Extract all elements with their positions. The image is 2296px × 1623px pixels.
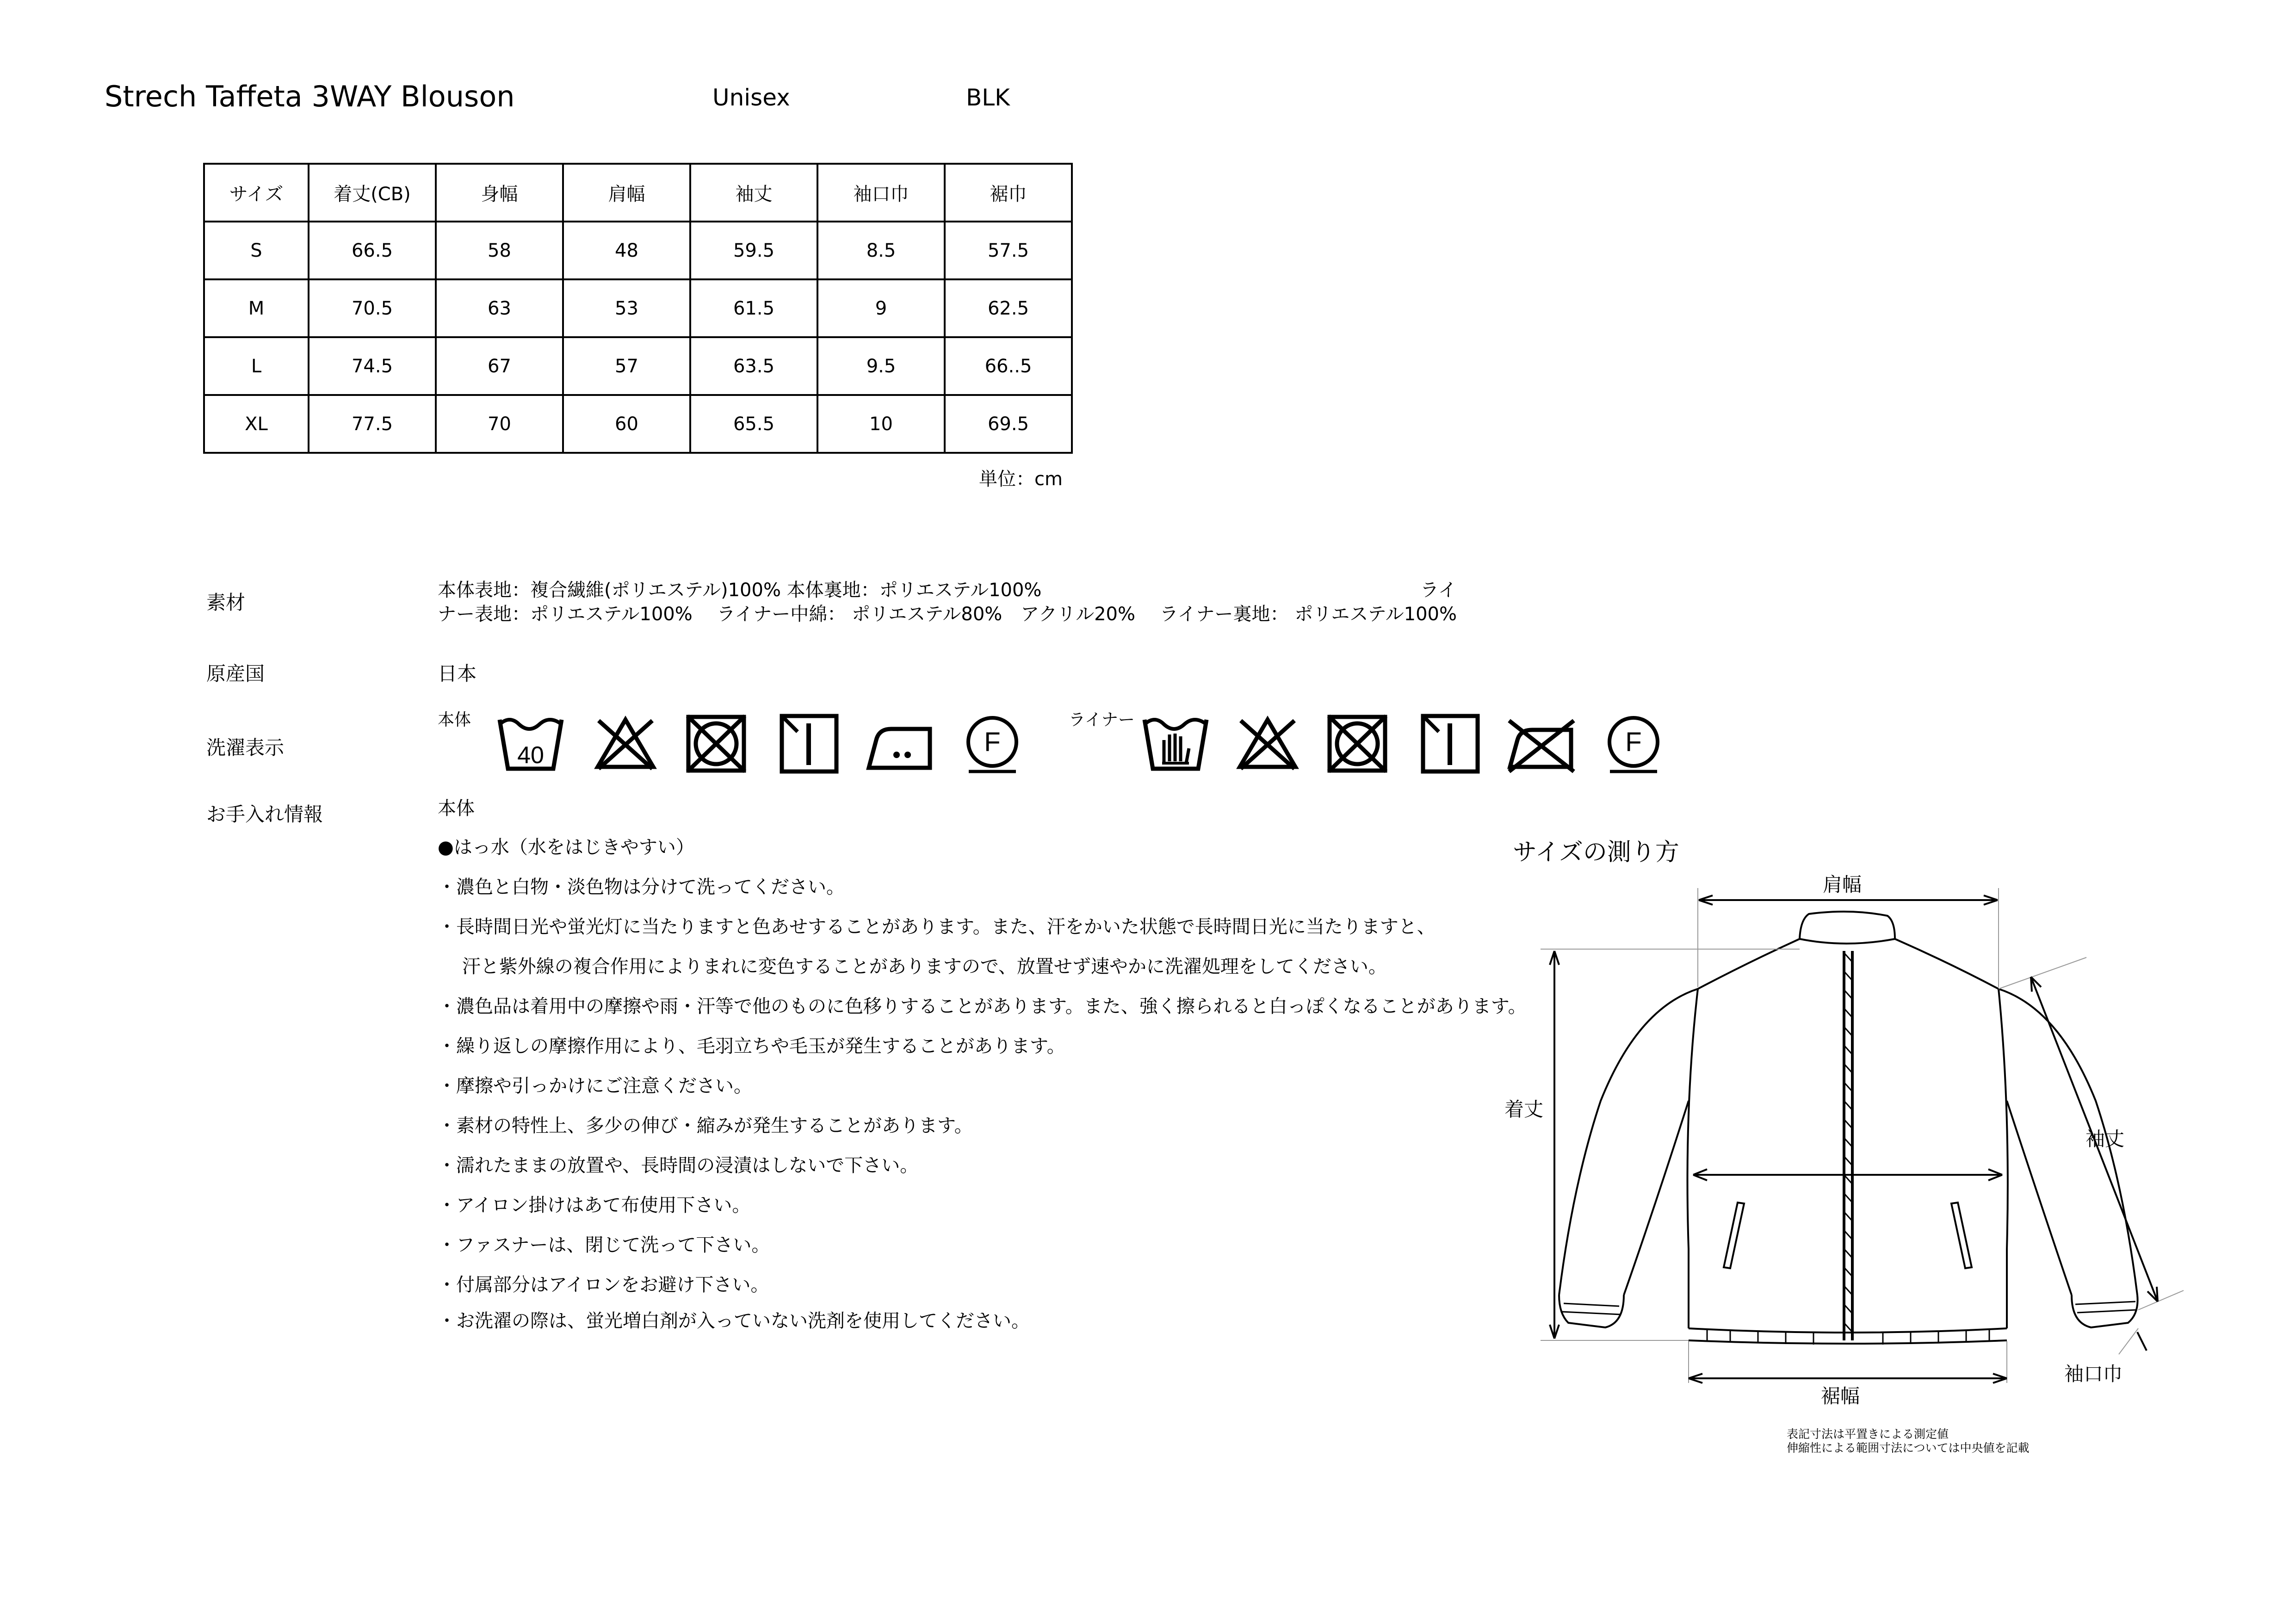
table-cell: 10 — [817, 395, 945, 453]
care-line: 汗と紫外線の複合作用によりまれに変色することがありますので、放置せず速やかに洗濯処理をしてください。 — [438, 956, 1387, 977]
drip-dry-icon — [779, 713, 839, 774]
material-line-1-tail: ライ — [1420, 580, 1457, 601]
care-line: ・ファスナーは、閉じて洗って下さい。 — [438, 1234, 770, 1256]
size-table-header-row — [204, 164, 1072, 222]
measure-shoulder-label: 肩幅 — [1823, 873, 1862, 896]
origin-label: 原産国 — [206, 662, 265, 685]
table-row — [204, 222, 1072, 279]
table-cell: 8.5 — [817, 222, 945, 279]
wash-temp-text: 40 — [517, 742, 544, 769]
no-bleach-icon — [1235, 715, 1300, 771]
table-cell: 62.5 — [945, 279, 1072, 337]
table-cell: 53 — [563, 279, 690, 337]
table-cell: 48 — [563, 222, 690, 279]
wash-40-icon — [496, 711, 565, 776]
no-iron-icon — [1506, 717, 1576, 774]
measure-note-2: 伸縮性による範囲寸法については中央値を記載 — [1787, 1441, 2030, 1455]
care-line: ・素材の特性上、多少の伸び・縮みが発生することがあります。 — [438, 1115, 973, 1136]
care-subhead: 本体 — [438, 798, 475, 819]
measure-sleeve-label: 袖丈 — [2086, 1128, 2125, 1150]
table-cell: 63 — [436, 279, 563, 337]
table-cell: 63.5 — [690, 337, 817, 395]
table-row — [204, 279, 1072, 337]
table-cell: 58 — [436, 222, 563, 279]
measure-hem-label: 裾幅 — [1821, 1385, 1860, 1407]
size-table-header: サイズ — [204, 164, 309, 222]
table-cell: 74.5 — [309, 337, 436, 395]
measure-title: サイズの測り方 — [1513, 839, 1679, 866]
washing-body-label: 本体 — [438, 710, 471, 729]
table-cell: 57.5 — [945, 222, 1072, 279]
product-color: BLK — [966, 84, 1010, 111]
table-cell: 9.5 — [817, 337, 945, 395]
care-line: ・長時間日光や蛍光灯に当たりますと色あせすることがあります。また、汗をかいた状態で長時間日光に当たりますと、 — [438, 916, 1436, 938]
measure-cuff-label: 袖口巾 — [2064, 1363, 2123, 1385]
care-line: ・アイロン掛けはあて布使用下さい。 — [438, 1195, 751, 1216]
table-cell: 66.5 — [309, 222, 436, 279]
no-bleach-icon — [593, 715, 658, 771]
table-row — [204, 337, 1072, 395]
dry-clean-letter: F — [984, 727, 1001, 757]
origin-value: 日本 — [438, 662, 477, 685]
no-tumble-dry-icon — [1326, 713, 1389, 774]
low-iron-icon — [865, 722, 934, 773]
material-line-1: 本体表地：複合繊維(ポリエステル)100% 本体裏地：ポリエステル100% — [438, 580, 1042, 601]
measure-length-label: 着丈 — [1504, 1098, 1544, 1121]
size-table — [203, 163, 1073, 454]
size-table-header: 裾巾 — [945, 164, 1072, 222]
measure-note-1: 表記寸法は平置きによる測定値 — [1787, 1427, 1949, 1441]
table-cell: 57 — [563, 337, 690, 395]
size-table-header: 着丈(CB) — [309, 164, 436, 222]
table-cell: 70.5 — [309, 279, 436, 337]
size-table-header: 袖丈 — [690, 164, 817, 222]
care-line: ・濡れたままの放置や、長時間の浸漬はしないで下さい。 — [438, 1155, 919, 1176]
washing-label: 洗濯表示 — [206, 736, 285, 759]
table-cell: S — [204, 222, 309, 279]
product-gender: Unisex — [712, 84, 790, 111]
table-cell: 61.5 — [690, 279, 817, 337]
table-cell: 66..5 — [945, 337, 1072, 395]
care-line: ・摩擦や引っかけにご注意ください。 — [438, 1075, 752, 1097]
table-cell: 69.5 — [945, 395, 1072, 453]
dry-clean-letter: F — [1625, 727, 1642, 757]
hand-wash-icon — [1141, 711, 1210, 776]
care-line: ●はっ水（水をはじきやすい） — [438, 837, 694, 858]
size-table-header: 肩幅 — [563, 164, 690, 222]
care-line: ・お洗濯の際は、蛍光増白剤が入っていない洗剤を使用してください。 — [438, 1310, 1030, 1332]
care-line: ・付属部分はアイロンをお避け下さい。 — [438, 1274, 769, 1296]
washing-liner-label: ライナー — [1069, 710, 1135, 729]
care-label: お手入れ情報 — [206, 803, 323, 826]
table-cell: 65.5 — [690, 395, 817, 453]
size-table-header: 袖口巾 — [817, 164, 945, 222]
table-cell: XL — [204, 395, 309, 453]
dry-clean-f-icon — [1603, 716, 1664, 775]
material-line-2: ナー表地：ポリエステル100% ライナー中綿： ポリエステル80% アクリル20% ライナー裏地： ポリエステル100% — [438, 604, 1457, 625]
table-cell: 77.5 — [309, 395, 436, 453]
product-name: Strech Taffeta 3WAY Blouson — [105, 80, 515, 113]
table-cell: L — [204, 337, 309, 395]
care-line: ・濃色品は着用中の摩擦や雨・汗等で他のものに色移りすることがあります。また、強く擦られると白っぽくなることがあります。 — [438, 996, 1527, 1017]
size-table-header: 身幅 — [436, 164, 563, 222]
care-line: ・濃色と白物・淡色物は分けて洗ってください。 — [438, 876, 845, 898]
drip-dry-icon — [1420, 713, 1480, 774]
table-cell: M — [204, 279, 309, 337]
dry-clean-f-icon — [962, 716, 1022, 775]
no-tumble-dry-icon — [685, 713, 748, 774]
table-cell: 60 — [563, 395, 690, 453]
unit-label: 単位：cm — [979, 469, 1063, 490]
care-line: ・繰り返しの摩擦作用により、毛羽立ちや毛玉が発生することがあります。 — [438, 1036, 1065, 1057]
table-row — [204, 395, 1072, 453]
table-cell: 67 — [436, 337, 563, 395]
material-label: 素材 — [206, 591, 246, 614]
table-cell: 9 — [817, 279, 945, 337]
table-cell: 59.5 — [690, 222, 817, 279]
table-cell: 70 — [436, 395, 563, 453]
